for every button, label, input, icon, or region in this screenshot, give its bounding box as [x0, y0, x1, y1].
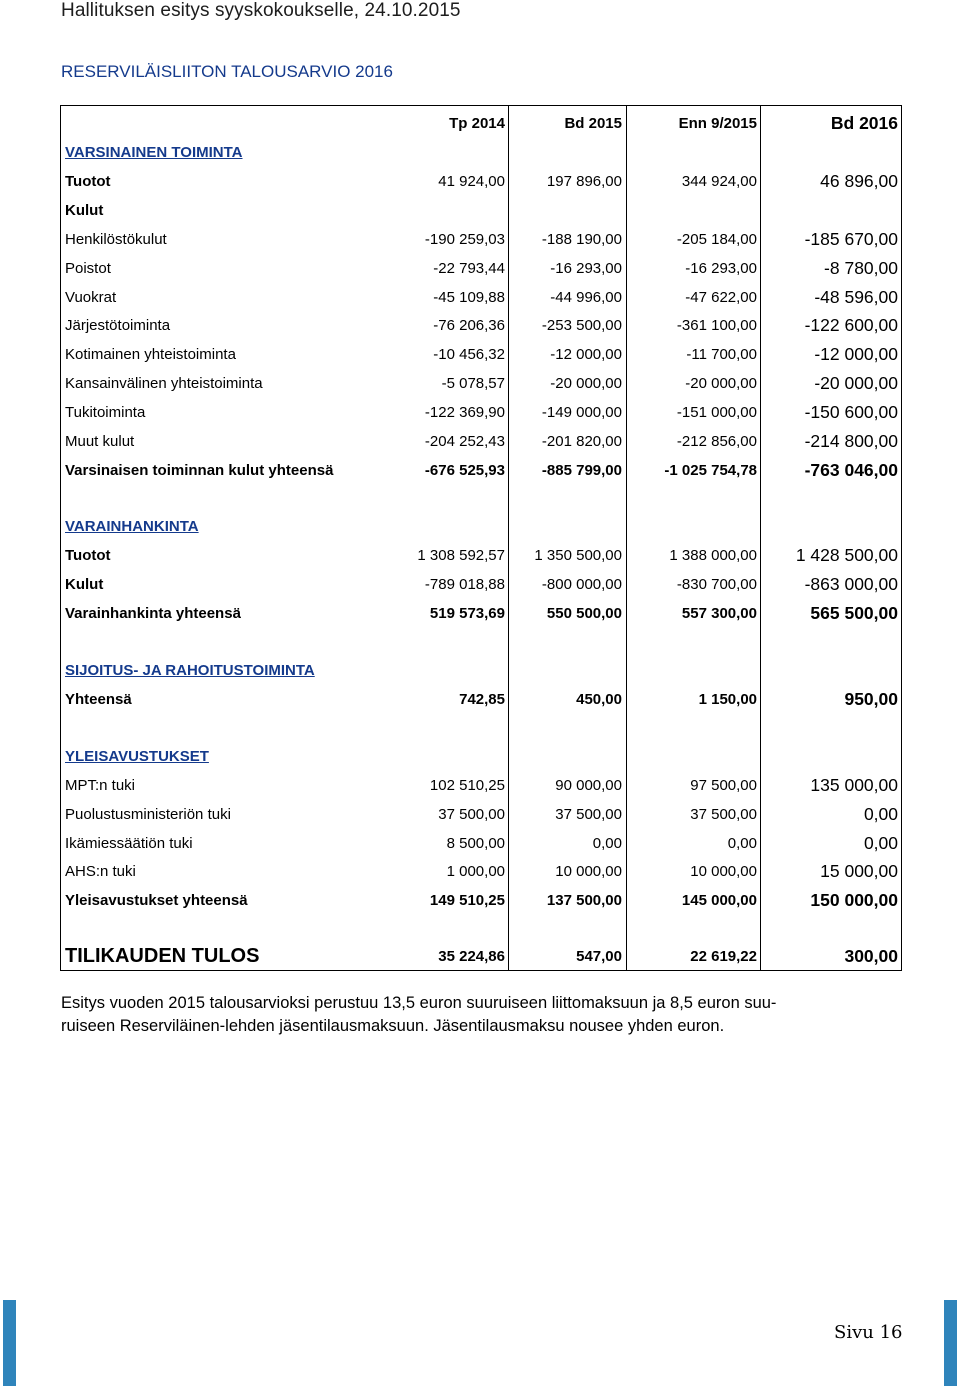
row-label: Kotimainen yhteistoiminta: [65, 346, 236, 363]
cell-tp2014: -122 369,90: [424, 404, 505, 421]
row-label: Kulut: [65, 202, 104, 219]
cell-tp2014: 1 308 592,57: [417, 547, 505, 564]
cell-bd2015: 550 500,00: [546, 605, 622, 622]
cell-bd2016: -863 000,00: [804, 574, 898, 594]
cell-tp2014: -22 793,44: [433, 260, 505, 277]
section-heading: VARAINHANKINTA: [65, 518, 199, 535]
cell-bd2015: 90 000,00: [555, 777, 622, 794]
row-label: Vuokrat: [65, 289, 117, 306]
cell-bd2016: 46 896,00: [820, 171, 898, 191]
cell-enn2015: 37 500,00: [690, 806, 757, 823]
column-header-row: [61, 109, 901, 138]
cell-enn2015: -151 000,00: [676, 404, 757, 421]
table-row: [61, 570, 901, 599]
cell-tp2014: 742,85: [459, 691, 505, 708]
cell-bd2015: 547,00: [576, 948, 622, 965]
row-label: AHS:n tuki: [65, 863, 136, 880]
cell-bd2016: -122 600,00: [804, 315, 898, 335]
cell-bd2015: -20 000,00: [550, 375, 622, 392]
cell-enn2015: -11 700,00: [686, 346, 757, 363]
cell-bd2015: -188 190,00: [541, 231, 622, 248]
row-label: Ikämiessäätiön tuki: [65, 835, 193, 852]
table-row: [61, 283, 901, 312]
total-row: [61, 599, 901, 628]
section-heading-row: [61, 742, 901, 771]
cell-tp2014: -676 525,93: [424, 462, 505, 479]
cell-bd2015: 10 000,00: [555, 863, 622, 880]
cell-enn2015: -47 622,00: [685, 289, 757, 306]
cell-bd2015: -885 799,00: [541, 462, 622, 479]
table-row: [61, 254, 901, 283]
cell-enn2015: 557 300,00: [681, 605, 757, 622]
row-label: Tuotot: [65, 547, 111, 564]
cell-tp2014: -789 018,88: [424, 576, 505, 593]
cell-bd2016: -48 596,00: [814, 287, 898, 307]
row-label: Puolustusministeriön tuki: [65, 806, 231, 823]
table-row: [61, 857, 901, 886]
cell-bd2015: -201 820,00: [541, 433, 622, 450]
table-row: [61, 800, 901, 829]
result-row: [61, 942, 901, 971]
total-row: [61, 456, 901, 485]
cell-bd2015: -44 996,00: [550, 289, 622, 306]
row-label: Muut kulut: [65, 433, 135, 450]
section-heading: SIJOITUS- JA RAHOITUSTOIMINTA: [65, 662, 315, 679]
footnote-line: ruiseen Reserviläinen-lehden jäsentilausmaksuun. Jäsentilausmaksu nousee yhden euron.: [61, 1017, 725, 1035]
table-row: [61, 369, 901, 398]
cell-enn2015: 145 000,00: [681, 892, 757, 909]
right-margin-bar: [944, 1300, 957, 1386]
footnote-line: Esitys vuoden 2015 talousarvioksi perustuu 13,5 euron suuruiseen liittomaksuun ja 8,5 euron suu-: [61, 994, 777, 1012]
column-header: Bd 2015: [564, 115, 622, 132]
cell-enn2015: -1 025 754,78: [664, 462, 757, 479]
row-label: TILIKAUDEN TULOS: [65, 945, 260, 967]
page-number: Sivu 16: [834, 1322, 903, 1343]
table-row: [61, 196, 901, 225]
total-row: [61, 886, 901, 915]
cell-enn2015: -830 700,00: [676, 576, 757, 593]
cell-enn2015: 1 150,00: [698, 691, 757, 708]
row-label: Tukitoiminta: [65, 404, 146, 421]
cell-bd2015: 0,00: [592, 835, 622, 852]
cell-bd2016: -185 670,00: [804, 229, 898, 249]
cell-tp2014: 102 510,25: [429, 777, 505, 794]
footnote: [61, 992, 903, 1038]
cell-bd2015: 37 500,00: [555, 806, 622, 823]
cell-tp2014: -76 206,36: [433, 317, 505, 334]
cell-enn2015: -361 100,00: [676, 317, 757, 334]
cell-bd2015: -149 000,00: [541, 404, 622, 421]
cell-tp2014: 519 573,69: [429, 605, 505, 622]
table-row: [61, 771, 901, 800]
cell-bd2015: -12 000,00: [550, 346, 622, 363]
section-heading: YLEISAVUSTUKSET: [65, 748, 209, 765]
column-header: Enn 9/2015: [678, 115, 757, 132]
row-label: MPT:n tuki: [65, 777, 136, 794]
cell-tp2014: -45 109,88: [433, 289, 505, 306]
section-heading-row: [61, 512, 901, 541]
document-header: Hallituksen esitys syyskokoukselle, 24.10.2015: [61, 0, 461, 21]
cell-bd2016: -20 000,00: [814, 373, 898, 393]
table-row: [61, 829, 901, 858]
table-row: [61, 311, 901, 340]
cell-bd2016: 150 000,00: [810, 890, 898, 910]
cell-bd2016: -214 800,00: [804, 431, 898, 451]
cell-bd2016: 950,00: [844, 689, 898, 709]
cell-tp2014: -190 259,03: [424, 231, 505, 248]
cell-bd2015: -16 293,00: [550, 260, 622, 277]
cell-enn2015: 1 388 000,00: [669, 547, 757, 564]
row-label: Tuotot: [65, 173, 111, 190]
row-label: Varainhankinta yhteensä: [65, 605, 241, 622]
cell-enn2015: 10 000,00: [690, 863, 757, 880]
table-row: [61, 398, 901, 427]
cell-bd2016: 15 000,00: [820, 861, 898, 881]
cell-bd2015: 1 350 500,00: [534, 547, 622, 564]
cell-enn2015: 22 619,22: [690, 948, 757, 965]
table-row: [61, 225, 901, 254]
cell-bd2016: 300,00: [844, 946, 898, 966]
cell-bd2016: -12 000,00: [814, 344, 898, 364]
row-label: Yleisavustukset yhteensä: [65, 892, 248, 909]
cell-tp2014: 149 510,25: [429, 892, 505, 909]
section-heading: VARSINAINEN TOIMINTA: [65, 144, 243, 161]
budget-table: [60, 105, 902, 971]
row-label: Varsinaisen toiminnan kulut yhteensä: [65, 462, 334, 479]
cell-tp2014: -204 252,43: [424, 433, 505, 450]
section-heading-row: [61, 138, 901, 167]
cell-bd2016: 0,00: [863, 833, 898, 853]
cell-enn2015: 97 500,00: [690, 777, 757, 794]
cell-bd2015: 137 500,00: [546, 892, 622, 909]
row-label: Yhteensä: [65, 691, 132, 708]
section-heading-row: [61, 656, 901, 685]
cell-bd2016: 135 000,00: [810, 775, 898, 795]
cell-bd2015: -253 500,00: [541, 317, 622, 334]
cell-bd2016: 1 428 500,00: [795, 545, 898, 565]
cell-tp2014: 8 500,00: [446, 835, 505, 852]
cell-tp2014: 37 500,00: [438, 806, 505, 823]
cell-enn2015: -16 293,00: [685, 260, 757, 277]
cell-bd2016: -150 600,00: [804, 402, 898, 422]
table-row: [61, 427, 901, 456]
cell-enn2015: -20 000,00: [685, 375, 757, 392]
row-label: Järjestötoiminta: [65, 317, 171, 334]
table-row: [61, 340, 901, 369]
row-label: Henkilöstökulut: [65, 231, 167, 248]
cell-bd2016: -763 046,00: [804, 460, 898, 480]
table-row: [61, 167, 901, 196]
row-label: Kansainvälinen yhteistoiminta: [65, 375, 263, 392]
total-row: [61, 685, 901, 714]
cell-enn2015: -212 856,00: [676, 433, 757, 450]
table-row: [61, 541, 901, 570]
cell-enn2015: 0,00: [727, 835, 757, 852]
column-header: Bd 2016: [830, 113, 898, 133]
cell-tp2014: -5 078,57: [441, 375, 505, 392]
cell-enn2015: 344 924,00: [681, 173, 757, 190]
cell-tp2014: 35 224,86: [438, 948, 505, 965]
row-label: Kulut: [65, 576, 104, 593]
cell-bd2015: -800 000,00: [541, 576, 622, 593]
column-header: Tp 2014: [449, 115, 505, 132]
cell-tp2014: 1 000,00: [446, 863, 505, 880]
budget-title: RESERVILÄISLIITON TALOUSARVIO 2016: [61, 62, 393, 81]
left-margin-bar: [3, 1300, 16, 1386]
cell-tp2014: -10 456,32: [433, 346, 505, 363]
cell-bd2016: -8 780,00: [824, 258, 898, 278]
row-label: Poistot: [65, 260, 111, 277]
cell-bd2016: 565 500,00: [810, 603, 898, 623]
cell-bd2015: 450,00: [576, 691, 622, 708]
cell-tp2014: 41 924,00: [438, 173, 505, 190]
cell-enn2015: -205 184,00: [676, 231, 757, 248]
cell-bd2015: 197 896,00: [546, 173, 622, 190]
cell-bd2016: 0,00: [863, 804, 898, 824]
